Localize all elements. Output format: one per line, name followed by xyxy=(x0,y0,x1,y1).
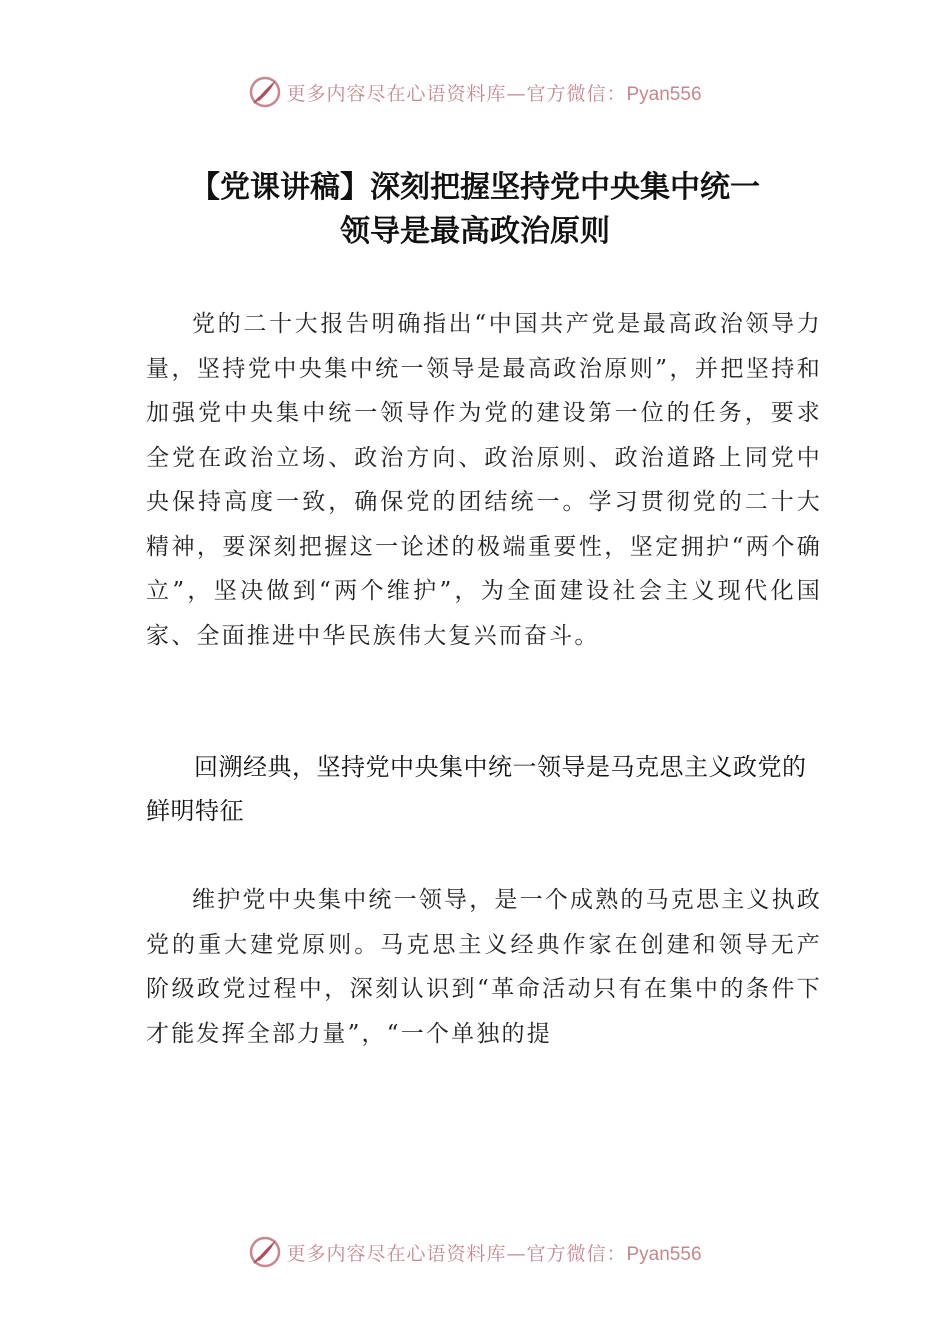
header-watermark-banner xyxy=(0,72,950,112)
quill-seal-icon xyxy=(248,1235,282,1269)
paragraph-intro: 党的二十大报告明确指出“中国共产党是最高政治领导力量，坚持党中央集中统一领导是最高政治原则”，并把坚持和加强党中央集中统一领导作为党的建设第一位的任务，要求全党在政治立场、政治方向、政治原则、政治道路上同党中央保持高度一致，确保党的团结统一。学习贯彻党的二十大精神，要深刻把握这一论述的极端重要性，坚定拥护“两个确立”，坚决做到“两个维护”，为全面建设社会主义现代化国家、全面推进中华民族伟大复兴而奋斗。 xyxy=(146,311,822,649)
document-title xyxy=(100,166,850,254)
wechat-id: Pyan556 xyxy=(626,83,702,105)
title-line-1: 【党课讲稿】深刻把握坚持党中央集中统一 xyxy=(190,170,760,205)
banner-text: 更多内容尽在心语资料库—官方微信：Pyan556 xyxy=(286,82,702,105)
section-heading: 回溯经典，坚持党中央集中统一领导是马克思主义政党的鲜明特征 xyxy=(146,753,807,825)
banner-text: 更多内容尽在心语资料库—官方微信：Pyan556 xyxy=(286,1242,702,1265)
wechat-id: Pyan556 xyxy=(626,1243,702,1265)
paragraph-body: 维护党中央集中统一领导，是一个成熟的马克思主义执政党的重大建党原则。马克思主义经典作家在创建和领导无产阶级政党过程中，深刻认识到“革命活动只有在集中的条件下才能发挥全部力量”，“一个单独的提 xyxy=(146,887,822,1047)
footer-watermark-banner xyxy=(0,1232,950,1272)
title-line-2: 领导是最高政治原则 xyxy=(340,214,610,249)
quill-seal-icon xyxy=(248,75,282,109)
